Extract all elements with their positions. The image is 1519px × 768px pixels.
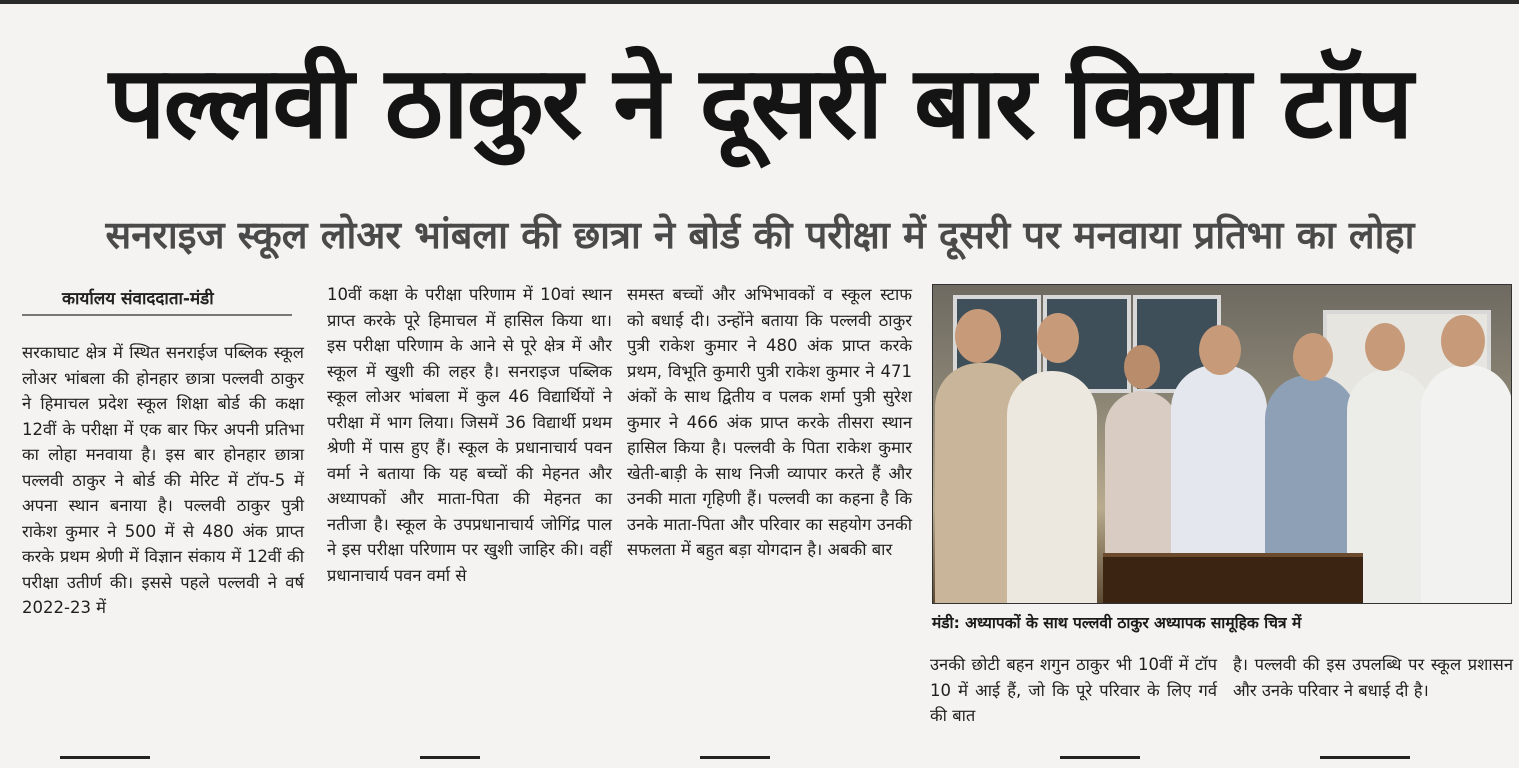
photo-caption: मंडी: अध्यापकों के साथ पल्लवी ठाकुर अध्यापक सामूहिक चित्र में bbox=[932, 614, 1302, 632]
next-story-fragment bbox=[420, 756, 480, 759]
photo-person-head bbox=[1441, 315, 1485, 367]
article-column-5 bbox=[1233, 652, 1513, 703]
group-photo bbox=[932, 284, 1512, 604]
photo-person-head bbox=[1365, 323, 1405, 371]
next-story-fragment bbox=[700, 756, 770, 759]
photo-person bbox=[1421, 365, 1512, 603]
next-story-fragment bbox=[60, 756, 150, 759]
photo-desk bbox=[1103, 553, 1363, 603]
next-story-fragment bbox=[1320, 756, 1410, 759]
column-5-text: है। पल्लवी की इस उपलब्धि पर स्कूल प्रशासन और उनके परिवार ने बधाई दी है। bbox=[1233, 655, 1513, 700]
photo-person-head bbox=[955, 309, 1001, 363]
column-1-text: सरकाघाट क्षेत्र में स्थित सनराईज पब्लिक स्कूल लोअर भांबला की होनहार छात्रा पल्लवी ठाकुर ने हिमाचल प्रदेश स्कूल शिक्षा बोर्ड की कक्षा 12वीं के परीक्षा में एक बार फिर अपनी प्रतिभा का लोहा मनवाया है। इस बार होनहार छात्रा पल्लवी ठाकुर ने बोर्ड की मेरिट में टॉप-5 में अपना स्थान बनाया है। पल्लवी ठाकुर पुत्री राकेश कुमार ने 500 में से 480 अंक प्राप्त करके प्रथम श्रेणी में विज्ञान संकाय में 12वीं की परीक्षा उतीर्ण की। इससे पहले पल्लवी ने वर्ष 2022-23 में bbox=[22, 343, 304, 617]
photo-person-head bbox=[1293, 333, 1333, 381]
photo-person-head bbox=[1037, 313, 1079, 363]
column-4-text: उनकी छोटी बहन शगुन ठाकुर भी 10वीं में टॉप 10 में आई हैं, जो कि पूरे परिवार के लिए गर्व की बात bbox=[930, 655, 1217, 725]
photo-person-head bbox=[1124, 345, 1160, 389]
next-story-fragment bbox=[1060, 756, 1140, 759]
next-story-edge bbox=[0, 752, 1519, 768]
photo-person bbox=[1007, 371, 1097, 603]
top-rule bbox=[0, 0, 1519, 4]
column-3-text: समस्त बच्चों और अभिभावकों व स्कूल स्टाफ को बधाई दी। उन्होंने बताया कि पल्लवी ठाकुर पुत्री राकेश कुमार ने 480 अंक प्राप्त करके प्रथम, विभूति कुमारी पुत्री राकेश कुमार ने 471 अंकों के साथ द्वितीय व पलक शर्मा पुत्री सुरेश कुमार ने 466 अंक प्राप्त करके तीसरा स्थान हासिल किया है। पल्लवी के पिता राकेश कुमार खेती-बाड़ी के साथ निजी व्यापार करते हैं और उनकी माता गृहिणी हैं। पल्लवी का कहना है कि उनके माता-पिता और परिवार का सहयोग उनकी सफलता में बहुत बड़ा योगदान है। अबकी बार bbox=[627, 285, 912, 559]
article-column-4 bbox=[930, 652, 1217, 729]
byline: कार्यालय संवाददाता-मंडी bbox=[22, 282, 292, 316]
article-column-3 bbox=[627, 282, 912, 563]
article-column-1 bbox=[22, 282, 304, 621]
photo-person-head bbox=[1199, 325, 1241, 375]
headline: पल्लवी ठाकुर ने दूसरी बार किया टॉप bbox=[108, 44, 1412, 161]
column-2-text: 10वीं कक्षा के परीक्षा परिणाम में 10वां स्थान प्राप्त करके पूरे हिमाचल में हासिल किया था। इस परीक्षा परिणाम के आने से पूरे क्षेत्र में और स्कूल में खुशी की लहर है। सनराइज पब्लिक स्कूल लोअर भांबला में कुल 46 विद्यार्थियों ने परीक्षा में भाग लिया। जिसमें 36 विद्यार्थी प्रथम श्रेणी में पास हुए हैं। स्कूल के प्रधानाचार्य पवन वर्मा ने बताया कि यह बच्चों की मेहनत और अध्यापकों और माता-पिता की मेहनत का नतीजा है। स्कूल के उपप्रधानाचार्य जोगिंद्र पाल ने इस परीक्षा परिणाम पर खुशी जाहिर की। वहीं प्रधानाचार्य पवन वर्मा से bbox=[327, 285, 612, 585]
article-column-2 bbox=[327, 282, 612, 588]
subheadline: सनराइज स्कूल लोअर भांबला की छात्रा ने बोर्ड की परीक्षा में दूसरी पर मनवाया प्रतिभा का लोहा bbox=[105, 213, 1415, 257]
